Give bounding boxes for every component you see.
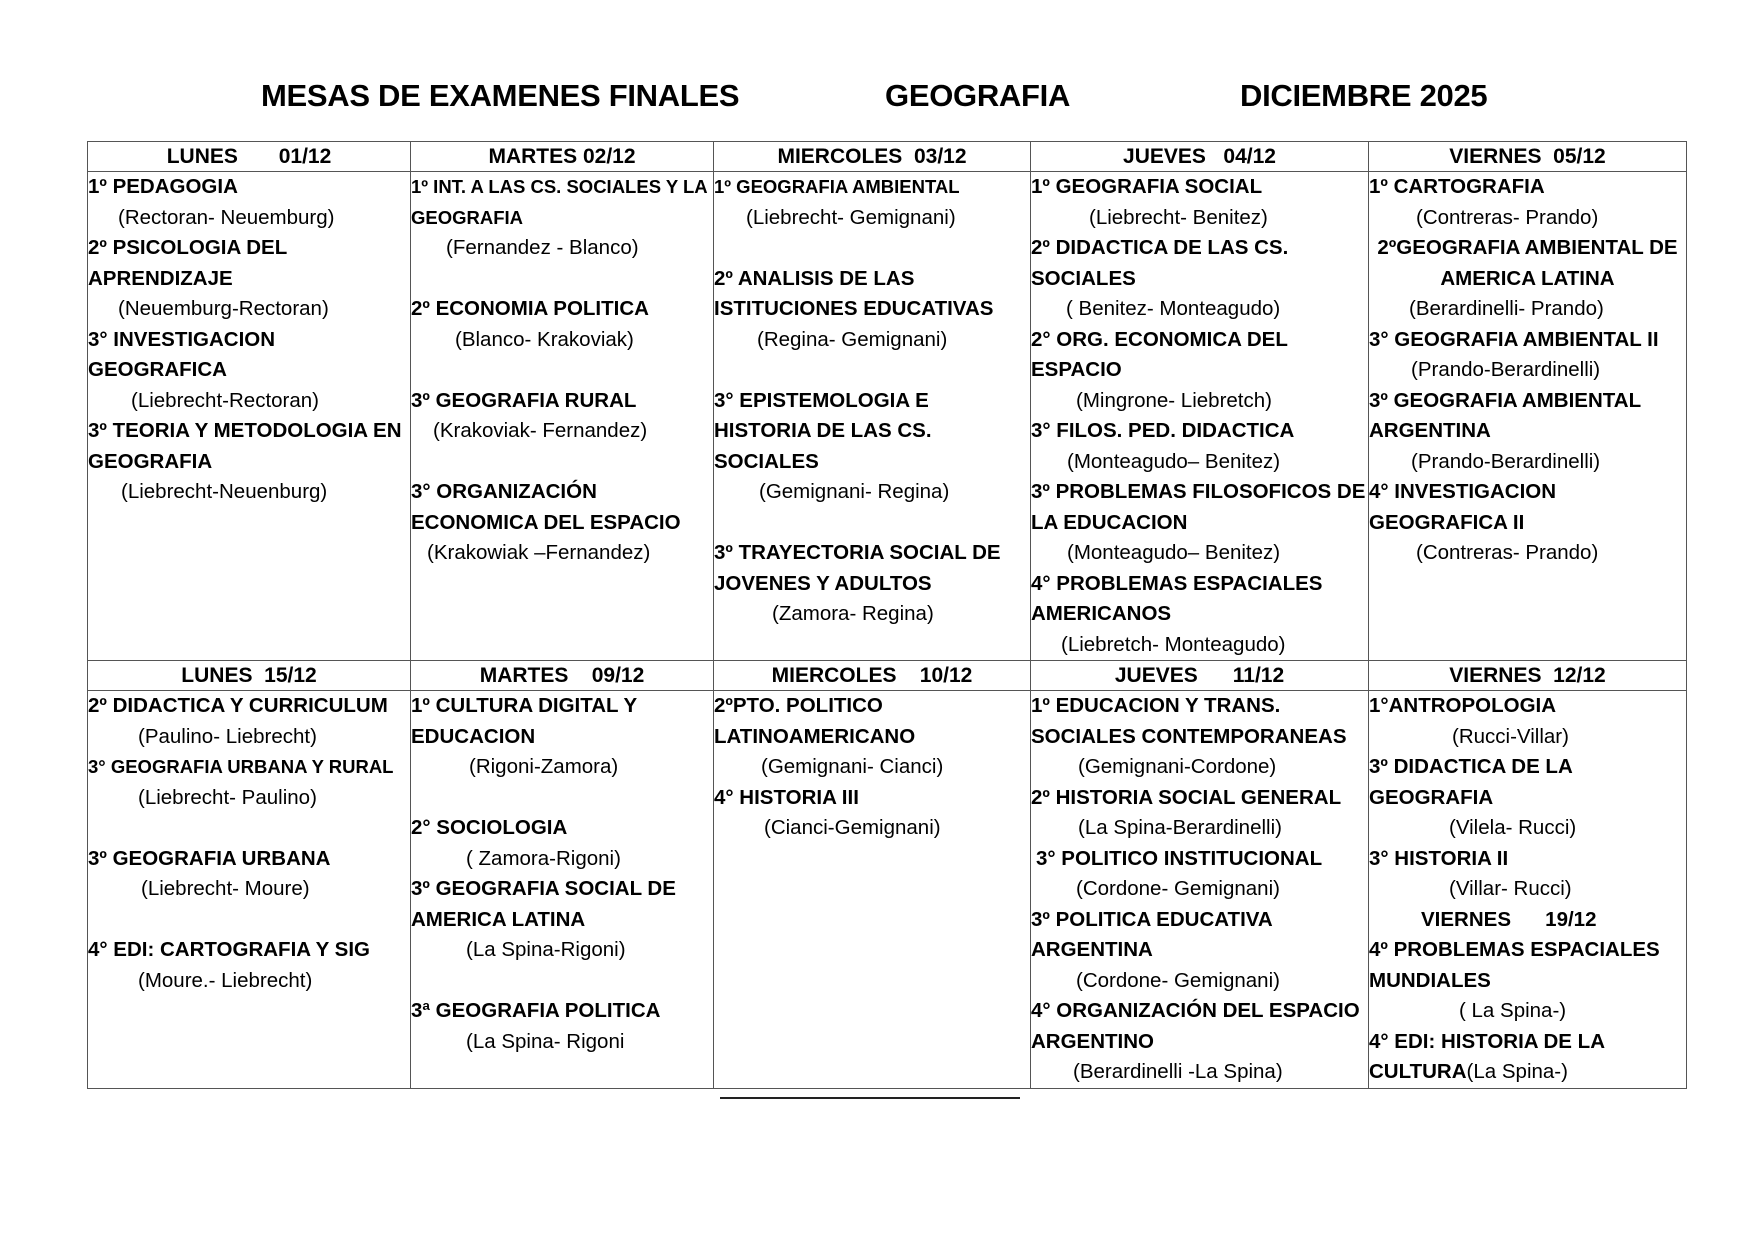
exam-subject: 3° GEOGRAFIA AMBIENTAL II	[1369, 327, 1659, 351]
exam-subject: 2° SOCIOLOGIA	[411, 816, 568, 839]
exam-examiners: (Rucci-Villar)	[1452, 724, 1569, 748]
exam-subject: 3º TEORIA Y METODOLOGIA EN GEOGRAFIA	[88, 419, 402, 473]
exam-subject: 2º HISTORIA SOCIAL GENERAL	[1031, 785, 1342, 809]
exam-examiners: (Contreras- Prando)	[1416, 205, 1599, 229]
exam-subject: 2º ANALISIS DE LAS ISTITUCIONES EDUCATIVAS	[714, 266, 994, 320]
week-1-header-row	[88, 142, 1687, 172]
day-cell-jueves-04	[1031, 172, 1369, 661]
day-cell-martes-09	[411, 691, 714, 1089]
exam-subject: 2º ECONOMIA POLITICA	[411, 297, 649, 320]
spacer	[88, 813, 410, 844]
career-name: GEOGRAFIA	[885, 78, 1071, 113]
exam-subject: 4° ORGANIZACIÓN DEL ESPACIO ARGENTINO	[1031, 999, 1360, 1053]
spacer	[714, 355, 1030, 386]
exam-examiners: (Liebrecht- Benitez)	[1089, 205, 1268, 229]
week-2-content-row	[88, 691, 1687, 1089]
exam-examiners: ( Benitez- Monteagudo)	[1066, 297, 1281, 320]
exam-subject: 3º GEOGRAFIA AMBIENTAL ARGENTINA	[1369, 388, 1641, 442]
exam-subject: 1º GEOGRAFIA AMBIENTAL	[714, 176, 960, 197]
exam-subject: 4° INVESTIGACION GEOGRAFICA II	[1369, 480, 1557, 534]
exam-subject: 1º EDUCACION Y TRANS. SOCIALES CONTEMPORANEAS	[1031, 694, 1347, 748]
day-cell-miercoles-10	[714, 691, 1031, 1089]
spacer	[714, 233, 1030, 264]
exam-subject: 3ª GEOGRAFIA POLITICA	[411, 999, 661, 1022]
exam-subject: 3° HISTORIA II	[1369, 846, 1509, 870]
day-header: JUEVES 04/12	[1031, 142, 1369, 172]
exam-examiners: (La Spina-)	[1466, 1060, 1568, 1083]
exam-subject: 3º GEOGRAFIA SOCIAL DE AMERICA LATINA	[411, 877, 676, 931]
exam-examiners: (Krakoviak- Fernandez)	[433, 419, 648, 442]
exam-examiners: (Neuemburg-Rectoran)	[118, 297, 329, 320]
exam-subject: 4° PROBLEMAS ESPACIALES AMERICANOS	[1031, 571, 1323, 625]
exam-examiners: (Contreras- Prando)	[1416, 541, 1599, 564]
exam-examiners: (Berardinelli -La Spina)	[1073, 1060, 1283, 1083]
exam-subject: 3° POLITICO INSTITUCIONAL	[1036, 846, 1323, 870]
exam-examiners: (Liebretch- Monteagudo)	[1061, 632, 1286, 656]
day-cell-jueves-11	[1031, 691, 1369, 1089]
exam-examiners: (Paulino- Liebrecht)	[138, 724, 317, 748]
exam-subject: 2º DIDACTICA DE LAS CS. SOCIALES	[1031, 236, 1289, 290]
exam-subject: 2º DIDACTICA Y CURRICULUM	[88, 694, 388, 717]
exam-subject: 3° EPISTEMOLOGIA E HISTORIA DE LAS CS. SOCIALES	[714, 388, 932, 473]
exam-subject: 3º GEOGRAFIA RURAL	[411, 388, 637, 412]
exam-examiners: (Prando-Berardinelli)	[1411, 449, 1601, 473]
exam-examiners: (Moure.- Liebrecht)	[138, 968, 313, 992]
exam-examiners: (Cordone- Gemignani)	[1076, 968, 1280, 992]
sub-day-header: VIERNES 19/12	[1421, 907, 1597, 931]
exam-examiners: (Liebrecht- Paulino)	[138, 785, 317, 809]
week-2-header-row	[88, 661, 1687, 691]
exam-examiners: (La Spina-Berardinelli)	[1078, 816, 1282, 839]
exam-subject: 2° ORG. ECONOMICA DEL ESPACIO	[1031, 327, 1288, 381]
exam-examiners: (Prando-Berardinelli)	[1411, 358, 1601, 381]
exam-subject: 2º PSICOLOGIA DEL APRENDIZAJE	[88, 236, 287, 290]
spacer	[88, 905, 410, 936]
exam-examiners: (Mingrone- Liebretch)	[1076, 388, 1272, 412]
exam-subject: 4° HISTORIA III	[714, 785, 859, 809]
day-header: MIERCOLES 10/12	[714, 661, 1031, 691]
exam-subject: 4° EDI: HISTORIA DE LA CULTURA(La Spina-)	[1369, 1029, 1605, 1083]
document-title: MESAS DE EXAMENES FINALES	[261, 78, 740, 113]
exam-examiners: (Monteagudo– Benitez)	[1067, 449, 1281, 473]
exam-examiners: (Krakowiak –Fernandez)	[427, 541, 651, 564]
spacer	[411, 783, 713, 814]
exam-examiners: (La Spina-Rigoni)	[466, 938, 626, 961]
exam-examiners: (Gemignani- Regina)	[759, 480, 950, 503]
day-header: LUNES 01/12	[88, 142, 411, 172]
exam-examiners: (Monteagudo– Benitez)	[1067, 541, 1281, 564]
exam-examiners: (Gemignani- Cianci)	[761, 755, 944, 778]
exam-subject: 3° INVESTIGACION GEOGRAFICA	[88, 327, 276, 381]
exam-period: DICIEMBRE 2025	[1240, 78, 1488, 113]
exam-examiners: (La Spina- Rigoni	[466, 1029, 625, 1053]
exam-examiners: (Gemignani-Cordone)	[1078, 755, 1277, 778]
exam-examiners: (Villar- Rucci)	[1449, 877, 1572, 900]
exam-subject: 3º PROBLEMAS FILOSOFICOS DE LA EDUCACION	[1031, 480, 1366, 534]
exam-examiners: (Vilela- Rucci)	[1449, 816, 1577, 839]
exam-examiners: (Liebrecht-Rectoran)	[131, 388, 319, 412]
week-1-content-row	[88, 172, 1687, 661]
exam-subject: 1º PEDAGOGIA	[88, 175, 238, 198]
exam-examiners: (Rigoni-Zamora)	[469, 755, 619, 778]
day-header: MIERCOLES 03/12	[714, 142, 1031, 172]
day-header: VIERNES 12/12	[1369, 661, 1687, 691]
day-cell-lunes-15	[88, 691, 411, 1089]
spacer	[411, 447, 713, 478]
exam-examiners: (Cordone- Gemignani)	[1076, 877, 1280, 900]
exam-examiners: (Berardinelli- Prando)	[1409, 297, 1604, 320]
exam-examiners: (Liebrecht-Neuenburg)	[121, 480, 328, 503]
spacer	[411, 264, 713, 295]
day-header: MARTES 09/12	[411, 661, 714, 691]
exam-subject: 3º GEOGRAFIA URBANA	[88, 846, 331, 870]
exam-subject: 2ºPTO. POLITICO LATINOAMERICANO	[714, 694, 916, 748]
exam-subject: 1º INT. A LAS CS. SOCIALES Y LA GEOGRAFIA	[411, 176, 707, 228]
exam-subject: 4º PROBLEMAS ESPACIALES MUNDIALES	[1369, 938, 1660, 992]
day-header: JUEVES 11/12	[1031, 661, 1369, 691]
exam-subject: 1º GEOGRAFIA SOCIAL	[1031, 175, 1263, 198]
day-cell-lunes-01	[88, 172, 411, 661]
exam-subject: 2ºGEOGRAFIA AMBIENTAL DE AMERICA LATINA	[1377, 236, 1678, 290]
exam-examiners: (Cianci-Gemignani)	[764, 816, 941, 839]
day-cell-martes-02	[411, 172, 714, 661]
exam-subject: 3º TRAYECTORIA SOCIAL DE JOVENES Y ADULTOS	[714, 541, 1001, 595]
spacer	[714, 508, 1030, 539]
day-header: MARTES 02/12	[411, 142, 714, 172]
exam-subject: 4° EDI: CARTOGRAFIA Y SIG	[88, 938, 370, 961]
exam-subject: 3° FILOS. PED. DIDACTICA	[1031, 419, 1295, 442]
exam-subject: 1º CULTURA DIGITAL Y EDUCACION	[411, 694, 637, 748]
day-cell-viernes-12	[1369, 691, 1687, 1089]
exam-subject: 3° ORGANIZACIÓN ECONOMICA DEL ESPACIO	[411, 480, 681, 534]
exam-subject: 3º POLITICA EDUCATIVA ARGENTINA	[1031, 907, 1272, 961]
decorative-rule	[720, 1097, 1020, 1099]
day-header: VIERNES 05/12	[1369, 142, 1687, 172]
exam-examiners: (Fernandez - Blanco)	[446, 236, 639, 259]
exam-subject: 1°ANTROPOLOGIA	[1369, 694, 1557, 717]
document-header	[0, 78, 1755, 122]
exam-examiners: (Rectoran- Neuemburg)	[118, 205, 335, 229]
exam-examiners: ( La Spina-)	[1459, 999, 1567, 1022]
exam-examiners: (Liebrecht- Gemignani)	[746, 205, 956, 229]
exam-examiners: ( Zamora-Rigoni)	[466, 846, 621, 870]
exam-examiners: (Blanco- Krakoviak)	[455, 327, 634, 351]
day-cell-viernes-05	[1369, 172, 1687, 661]
spacer	[411, 355, 713, 386]
exam-schedule-table	[87, 141, 1687, 1089]
exam-subject: 3° GEOGRAFIA URBANA Y RURAL	[88, 756, 394, 777]
exam-examiners: (Regina- Gemignani)	[757, 327, 948, 351]
spacer	[411, 966, 713, 997]
exam-subject: 1º CARTOGRAFIA	[1369, 175, 1545, 198]
day-header: LUNES 15/12	[88, 661, 411, 691]
exam-examiners: (Liebrecht- Moure)	[141, 877, 310, 900]
exam-subject: 3º DIDACTICA DE LA GEOGRAFIA	[1369, 755, 1572, 809]
exam-examiners: (Zamora- Regina)	[772, 602, 934, 625]
day-cell-miercoles-03	[714, 172, 1031, 661]
